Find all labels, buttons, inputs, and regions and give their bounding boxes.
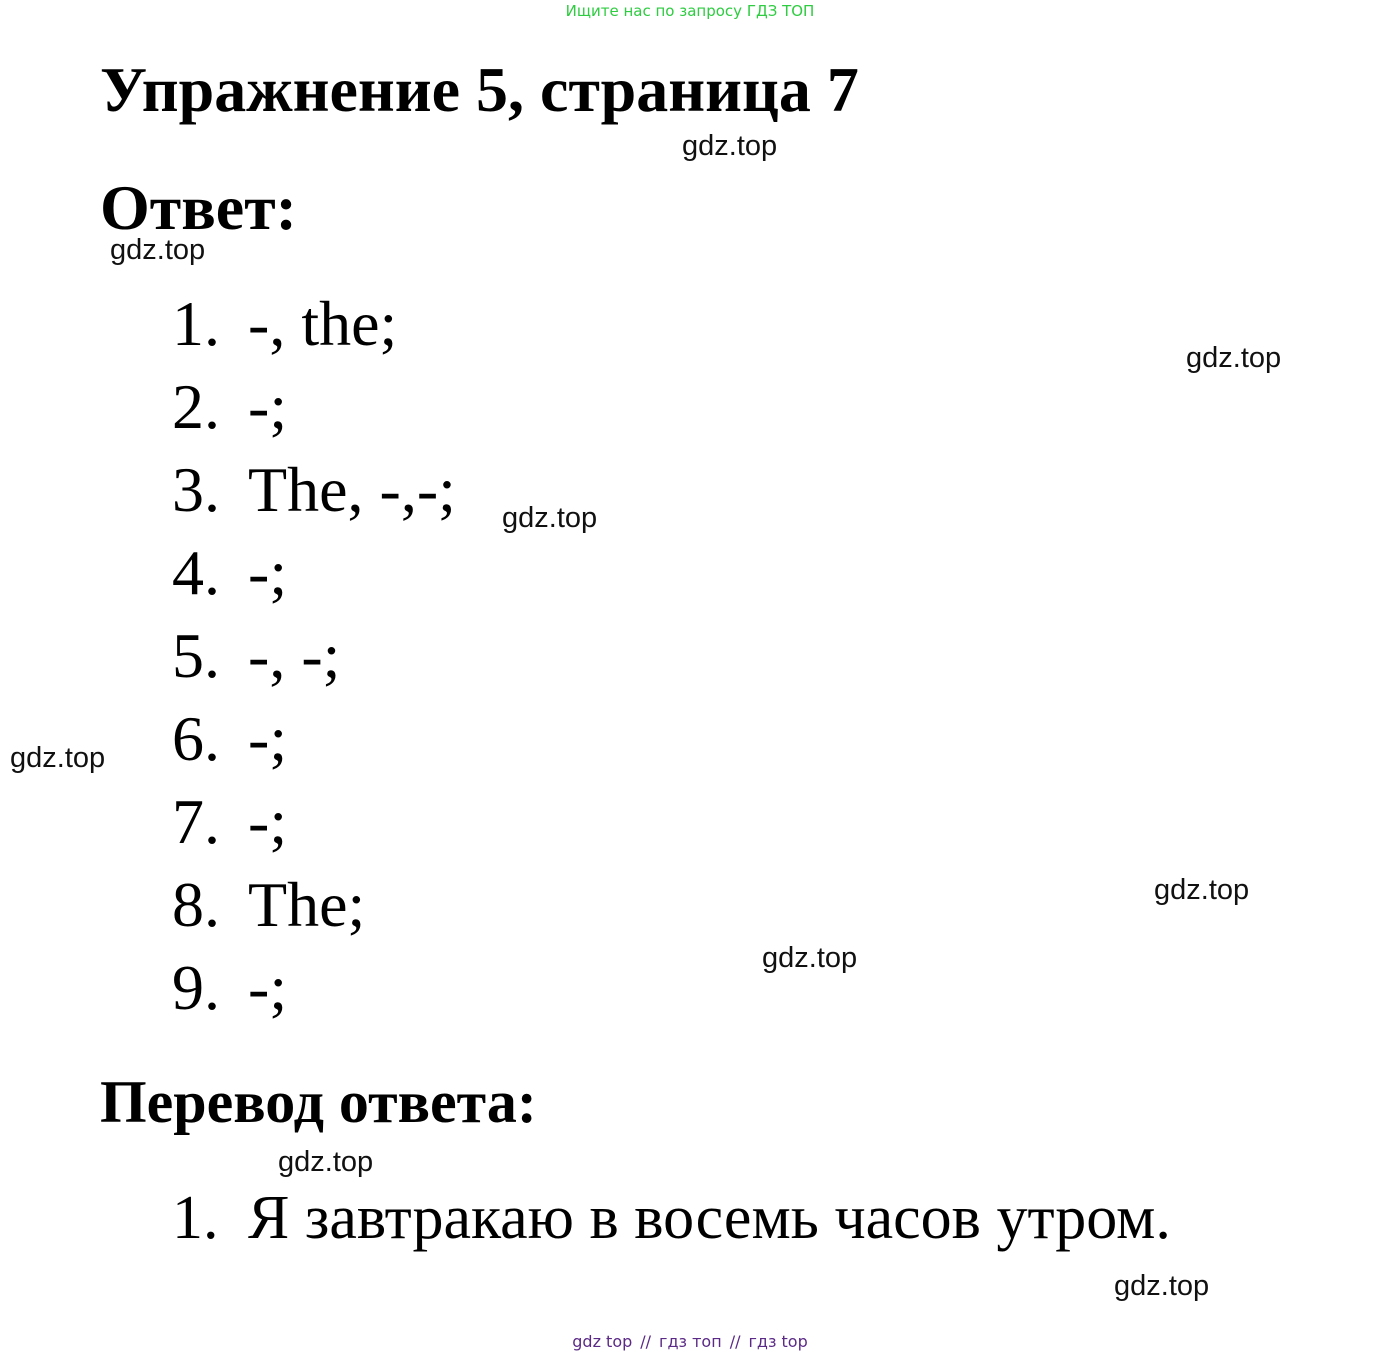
translation-list: [172, 1186, 1171, 1250]
item-number: 6.: [172, 703, 220, 774]
list-item: [172, 952, 456, 1039]
item-number: 1.: [172, 1184, 219, 1252]
item-number: 2.: [172, 371, 220, 442]
item-text: -, the;: [248, 288, 398, 359]
item-text: The, -,-;: [248, 454, 456, 525]
watermark: gdz.top: [502, 502, 598, 534]
footer-link-gdz-top-mixed[interactable]: гдз top: [748, 1332, 808, 1351]
item-text: -;: [248, 952, 288, 1023]
list-item: [172, 288, 456, 375]
translation-heading: Перевод ответа:: [100, 1069, 537, 1135]
list-item: [172, 620, 456, 707]
watermark: gdz.top: [1186, 342, 1282, 374]
item-number: 5.: [172, 620, 220, 691]
watermark: gdz.top: [1154, 874, 1250, 906]
item-text: -;: [248, 537, 288, 608]
item-text: The;: [248, 869, 366, 940]
footer-separator: //: [729, 1332, 741, 1351]
answer-list: [172, 288, 456, 1039]
item-number: 1.: [172, 288, 220, 359]
list-item: [172, 371, 456, 458]
watermark: gdz.top: [682, 130, 778, 162]
list-item: [172, 703, 456, 790]
item-text: -, -;: [248, 620, 341, 691]
item-text: -;: [248, 703, 288, 774]
footer-link-gdz-top-ru[interactable]: гдз топ: [659, 1332, 722, 1351]
watermark: gdz.top: [10, 742, 106, 774]
item-text: -;: [248, 786, 288, 857]
item-text: -;: [248, 371, 288, 442]
answer-heading: Ответ:: [100, 172, 297, 243]
watermark: gdz.top: [110, 234, 206, 266]
page-title: Упражнение 5, страница 7: [100, 54, 859, 125]
list-item: [172, 786, 456, 873]
item-text: Я завтракаю в восемь часов утром.: [248, 1184, 1171, 1252]
footer-separator: //: [640, 1332, 652, 1351]
item-number: 7.: [172, 786, 220, 857]
list-item: [172, 1186, 1171, 1250]
list-item: [172, 537, 456, 624]
item-number: 4.: [172, 537, 220, 608]
watermark: gdz.top: [1114, 1270, 1210, 1302]
list-item: [172, 869, 456, 956]
footer: [0, 1332, 1380, 1351]
top-banner[interactable]: Ищите нас по запросу ГДЗ ТОП: [565, 2, 815, 20]
footer-link-gdz-top[interactable]: gdz top: [572, 1332, 633, 1351]
watermark: gdz.top: [762, 942, 858, 974]
item-number: 9.: [172, 952, 220, 1023]
watermark: gdz.top: [278, 1146, 374, 1178]
list-item: [172, 454, 456, 541]
item-number: 8.: [172, 869, 220, 940]
item-number: 3.: [172, 454, 220, 525]
